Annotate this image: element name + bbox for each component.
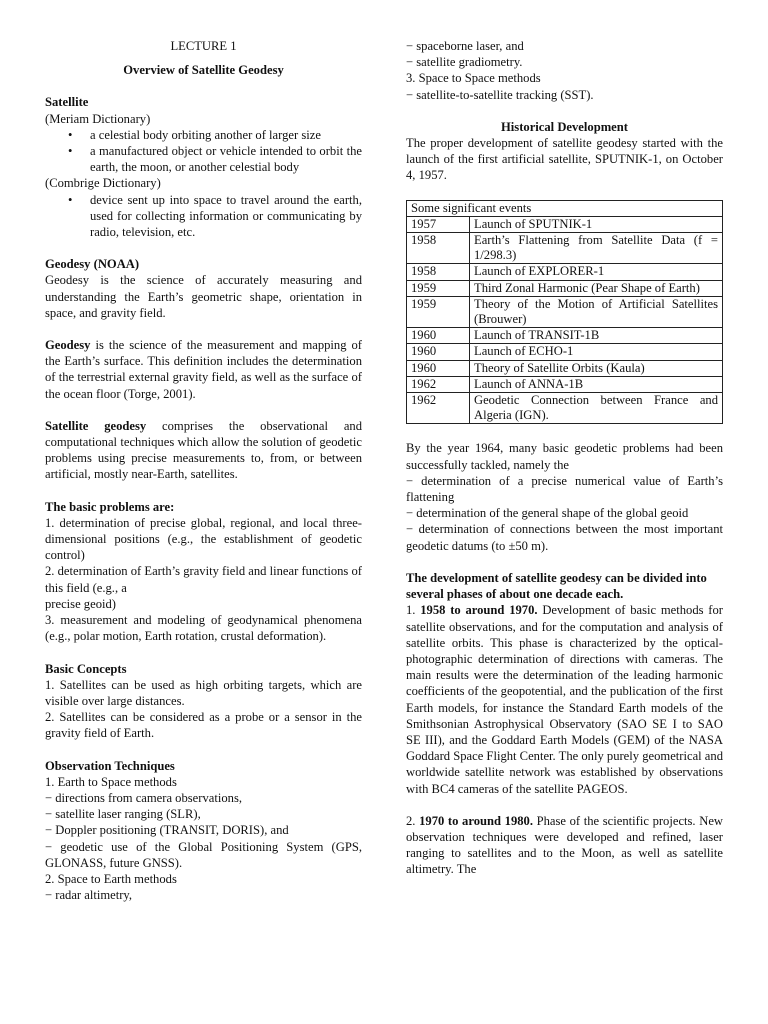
satellite-geodesy-paragraph bbox=[45, 418, 362, 483]
event-year: 1960 bbox=[407, 360, 470, 376]
event-description: Theory of Satellite Orbits (Kaula) bbox=[470, 360, 723, 376]
satellite-geodesy-term: Satellite geodesy bbox=[45, 418, 147, 433]
event-description: Launch of EXPLORER-1 bbox=[470, 264, 723, 280]
definition-item: • a celestial body orbiting another of larger size bbox=[90, 127, 362, 143]
event-year: 1960 bbox=[407, 344, 470, 360]
observation-item: 3. Space to Space methods bbox=[406, 71, 541, 86]
table-row bbox=[407, 376, 723, 392]
combrige-source: (Combrige Dictionary) bbox=[45, 176, 161, 191]
observation-item: − spaceborne laser, and bbox=[406, 39, 524, 53]
table-caption-row bbox=[407, 200, 723, 216]
by-1964-paragraph: By the year 1964, many basic geodetic problems had been successfully tackled, namely the bbox=[406, 441, 723, 472]
phase-2-text: Phase of the scientific projects. New observation techniques were developed and refined, laser ranging to satellites and to the Moon, as well as satellite altimetry. The bbox=[406, 813, 723, 877]
by-1964-item: − determination of the general shape of the global geoid bbox=[406, 506, 689, 521]
lecture-number: LECTURE 1 bbox=[170, 39, 237, 53]
combrige-definitions bbox=[45, 192, 362, 241]
meriam-definitions bbox=[45, 127, 362, 176]
event-description: Earth’s Flattening from Satellite Data (f = 1/298.3) bbox=[470, 233, 723, 264]
event-year: 1959 bbox=[407, 280, 470, 296]
table-caption: Some significant events bbox=[407, 200, 723, 216]
definition-item: • a manufactured object or vehicle intended to orbit the earth, the moon, or another celestial body bbox=[90, 143, 362, 175]
event-year: 1959 bbox=[407, 296, 470, 327]
event-year: 1957 bbox=[407, 216, 470, 232]
event-description: Launch of ANNA-1B bbox=[470, 376, 723, 392]
event-description: Launch of TRANSIT-1B bbox=[470, 328, 723, 344]
observation-item: 1. Earth to Space methods bbox=[45, 774, 177, 789]
basic-problem-item: precise geoid) bbox=[45, 596, 116, 611]
satellite-geodesy-text: comprises the observational and computational techniques which allow the solution of geodetic problems using precise measurements to, from, or between artificial, mostly near-Earth, satellites. bbox=[45, 418, 362, 482]
phase-2-title: 1970 to around 1980. bbox=[419, 813, 533, 828]
basic-problem-item: 1. determination of precise global, regional, and local three-dimensional positions (e.g., the establishment of geodetic control) bbox=[45, 515, 362, 563]
table-row bbox=[407, 328, 723, 344]
basic-concepts-heading: Basic Concepts bbox=[45, 661, 127, 676]
event-year: 1960 bbox=[407, 328, 470, 344]
table-row bbox=[407, 360, 723, 376]
table-row bbox=[407, 280, 723, 296]
by-1964-item: − determination of a precise numerical value of Earth’s flattening bbox=[406, 473, 723, 505]
meriam-source: (Meriam Dictionary) bbox=[45, 111, 151, 126]
table-row bbox=[407, 264, 723, 280]
geodesy-term: Geodesy bbox=[45, 338, 91, 353]
geodesy-noaa-heading: Geodesy (NOAA) bbox=[45, 257, 140, 272]
observation-techniques-heading: Observation Techniques bbox=[45, 758, 175, 773]
basic-problem-item: 2. determination of Earth’s gravity field and linear functions of this field (e.g., a bbox=[45, 564, 362, 595]
event-year: 1962 bbox=[407, 376, 470, 392]
event-description: Third Zonal Harmonic (Pear Shape of Earth) bbox=[470, 280, 723, 296]
observation-item: − satellite laser ranging (SLR), bbox=[45, 807, 201, 822]
satellite-heading: Satellite bbox=[45, 95, 89, 110]
phase-1-paragraph bbox=[406, 602, 723, 796]
left-column bbox=[45, 38, 362, 903]
table-row bbox=[407, 296, 723, 327]
basic-concept-item: 2. Satellites can be considered as a probe or a sensor in the gravity field of Earth. bbox=[45, 710, 362, 741]
document-title: Overview of Satellite Geodesy bbox=[123, 63, 284, 78]
table-row bbox=[407, 344, 723, 360]
geodesy-torge-text: is the science of the measurement and mapping of the Earth’s surface. This definition includes the determination of the terrestrial external gravity field, as well as the surface of the ocean floor (Torge, 2001). bbox=[45, 338, 362, 401]
by-1964-item: − determination of connections between the most important geodetic datums (to ±50 m). bbox=[406, 522, 723, 553]
observation-item: − Doppler positioning (TRANSIT, DORIS), and bbox=[45, 823, 289, 838]
historical-development-heading: Historical Development bbox=[501, 119, 628, 134]
phase-1-text: Development of basic methods for satellite observations, and for the computation and analysis of satellite orbits. This phase is characterized by the optical-photographic determination of directions with cameras. The main results were the determination of the leading harmonic coefficients of the geopotential, and the publication of the first Earth models, for instance the Standard Earth models of the Smithsonian Astrophysical Observatory (SAO SE I to SAO SE III), and the Goddard Earth Models (GEM) of the NASA Goddard Space Flight Center. The only purely geometrical and worldwide satellite network was established by observations with BC4 cameras of the satellite PAGEOS. bbox=[406, 603, 723, 796]
event-description: Launch of ECHO-1 bbox=[470, 344, 723, 360]
phases-heading: The development of satellite geodesy can be divided into several phases of about one decade each. bbox=[406, 570, 707, 602]
significant-events-table bbox=[406, 200, 723, 425]
observation-item: 2. Space to Earth methods bbox=[45, 871, 177, 886]
table-row bbox=[407, 233, 723, 264]
event-description: Theory of the Motion of Artificial Satellites (Brouwer) bbox=[470, 296, 723, 327]
event-year: 1962 bbox=[407, 393, 470, 424]
observation-item: − satellite-to-satellite tracking (SST). bbox=[406, 87, 594, 102]
basic-concept-item: 1. Satellites can be used as high orbiting targets, which are visible over large distances. bbox=[45, 677, 362, 708]
geodesy-noaa-paragraph: Geodesy is the science of accurately measuring and understanding the Earth’s geometric shape, orientation in space, and gravity field. bbox=[45, 273, 362, 320]
historical-development-paragraph: The proper development of satellite geodesy started with the launch of the first artificial satellite, SPUTNIK-1, on October 4, 1957. bbox=[406, 136, 723, 183]
phase-2-number: 2. bbox=[406, 813, 420, 828]
table-row bbox=[407, 216, 723, 232]
basic-problems-heading: The basic problems are: bbox=[45, 499, 175, 514]
observation-item: − radar altimetry, bbox=[45, 888, 133, 903]
observation-item: − geodetic use of the Global Positioning System (GPS, GLONASS, future GNSS). bbox=[45, 839, 362, 870]
right-column bbox=[406, 38, 723, 878]
event-year: 1958 bbox=[407, 264, 470, 280]
definition-item: • device sent up into space to travel around the earth, used for collecting information or communicating by radio, television, etc. bbox=[90, 192, 362, 241]
geodesy-torge-paragraph bbox=[45, 337, 362, 402]
observation-item: − directions from camera observations, bbox=[45, 790, 242, 805]
event-description: Geodetic Connection between France and Algeria (IGN). bbox=[470, 393, 723, 424]
table-row bbox=[407, 393, 723, 424]
phase-1-title: 1958 to around 1970. bbox=[420, 603, 538, 618]
phase-1-number: 1. bbox=[406, 603, 421, 618]
phase-2-paragraph bbox=[406, 813, 723, 878]
event-year: 1958 bbox=[407, 233, 470, 264]
observation-item: − satellite gradiometry. bbox=[406, 55, 523, 70]
event-description: Launch of SPUTNIK-1 bbox=[470, 216, 723, 232]
basic-problem-item: 3. measurement and modeling of geodynamical phenomena (e.g., polar motion, Earth rotation, crustal deformation). bbox=[45, 613, 362, 644]
